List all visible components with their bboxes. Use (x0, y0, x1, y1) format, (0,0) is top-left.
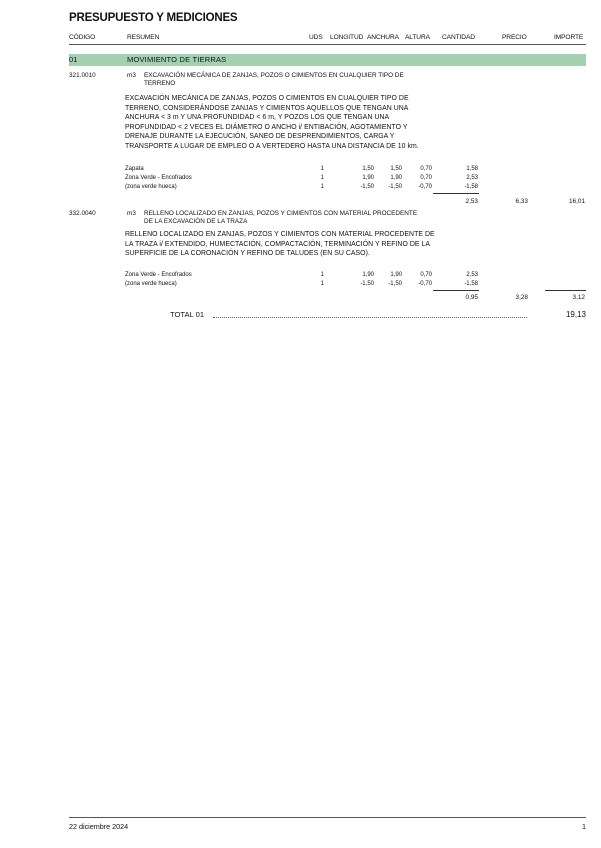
document-title: PRESUPUESTO Y MEDICIONES (69, 12, 238, 24)
measurement-anchura: 1,50 (390, 166, 402, 172)
measurement-uds: 1 (320, 281, 324, 287)
measurement-anchura: -1,50 (388, 281, 402, 287)
item-unit: m3 (127, 210, 136, 217)
item-code: 332.0040 (69, 210, 96, 217)
col-importe: IMPORTE (554, 34, 584, 41)
measurement-label: (zona verde hueca) (125, 281, 177, 287)
measurement-anchura: 1,90 (390, 175, 402, 181)
measurement-altura: 0,70 (420, 166, 432, 172)
measurement-altura: 0,70 (420, 272, 432, 278)
subtotal-rule (433, 193, 479, 194)
chapter-code: 01 (69, 55, 78, 64)
measurement-longitud: 1,50 (362, 166, 374, 172)
col-cantidad: CANTIDAD (442, 34, 475, 41)
measurement-cantidad: 2,53 (466, 272, 478, 278)
chapter-name: MOVIMIENTO DE TIERRAS (127, 55, 227, 64)
header-divider (69, 44, 586, 45)
measurement-cantidad: 1,58 (466, 166, 478, 172)
footer-divider (69, 817, 586, 818)
measurement-longitud: 1,90 (362, 175, 374, 181)
measurement-altura: 0,70 (420, 175, 432, 181)
measurement-label: Zona Verde - Encofrados (125, 175, 192, 181)
measurement-uds: 1 (320, 184, 324, 190)
col-altura: ALTURA (405, 34, 430, 41)
item-amount: 3,12 (572, 294, 585, 301)
measurement-longitud: 1,90 (362, 272, 374, 278)
measurement-cantidad: 2,53 (466, 175, 478, 181)
item-code: 321.0010 (69, 72, 96, 79)
measurement-altura: -0,70 (418, 184, 432, 190)
measurement-label: Zona Verde - Encofrados (125, 272, 192, 278)
col-uds: UDS (309, 34, 323, 41)
item-quantity-total: 2,53 (465, 198, 478, 205)
chapter-total-label: TOTAL 01 (170, 310, 205, 319)
col-code: CÓDIGO (69, 34, 96, 41)
item-summary: EXCAVACIÓN MECÁNICA DE ZANJAS, POZOS O CIMIENTOS EN CUALQUIER TIPO DE TERRENO (144, 72, 404, 88)
page-number: 1 (582, 822, 586, 831)
measurement-row (0, 184, 601, 193)
measurement-anchura: -1,50 (388, 184, 402, 190)
item-description: EXCAVACIÓN MECÁNICA DE ZANJAS, POZOS O CIMIENTOS EN CUALQUIER TIPO DE TERRENO, CONSIDERÁNDOSE ZANJAS Y CIMIENTOS AQUELLOS QUE TENGAN UNA ANCHURA < 3 m Y UNA PROFUNDIDAD < 6 m, Y POZOS LOS QUE TENGAN UNA PROFUNDIDAD < 2 VECES EL DIÁMETRO O ANCHO i/ ENTIBACIÓN, AGOTAMIENTO Y DRENAJE DURANTE LA EJECUCIÓN, SANEO DE DESPRENDIMIENTOS, CARGA Y TRANSPORTE A LUGAR DE EMPLEO O A VERTEDERO HASTA UNA DISTANCIA DE 10 km. (125, 95, 419, 150)
measurement-row (0, 166, 601, 175)
measurement-uds: 1 (320, 166, 324, 172)
col-summary: RESUMEN (127, 34, 160, 41)
measurement-row (0, 281, 601, 290)
item-unit: m3 (127, 72, 136, 79)
measurement-row (0, 272, 601, 281)
measurement-uds: 1 (320, 175, 324, 181)
measurement-uds: 1 (320, 272, 324, 278)
col-precio: PRECIO (502, 34, 527, 41)
leader-dots (213, 317, 527, 318)
col-anchura: ANCHURA (367, 34, 399, 41)
item-quantity-total: 0,95 (465, 294, 478, 301)
item-summary: RELLENO LOCALIZADO EN ZANJAS, POZOS Y CIMIENTOS CON MATERIAL PROCEDENTE DE LA EXCAVACIÓN DE LA TRAZA (144, 210, 418, 226)
measurement-cantidad: -1,58 (464, 281, 478, 287)
measurement-label: (zona verde hueca) (125, 184, 177, 190)
item-price: 3,28 (515, 294, 528, 301)
measurement-altura: -0,70 (418, 281, 432, 287)
item-description: RELLENO LOCALIZADO EN ZANJAS, POZOS Y CIMIENTOS CON MATERIAL PROCEDENTE DE LA TRAZA i/ EXTENDIDO, HUMECTACIÓN, COMPACTACIÓN, TERMINACIÓN Y REFINO DE LA SUPERFICIE DE LA CORONACIÓN Y REFINO DE TALUDES (EN SU CASO). (125, 231, 435, 258)
col-longitud: LONGITUD (330, 34, 364, 41)
measurement-label: Zapata (125, 166, 144, 172)
chapter-total-value: 19,13 (565, 310, 586, 319)
measurement-longitud: -1,50 (360, 281, 374, 287)
measurement-longitud: -1,50 (360, 184, 374, 190)
measurement-anchura: 1,90 (390, 272, 402, 278)
measurement-cantidad: -1,58 (464, 184, 478, 190)
item-price: 6,33 (515, 198, 528, 205)
measurement-row (0, 175, 601, 184)
item-amount: 16,01 (569, 198, 585, 205)
subtotal-rule (433, 290, 479, 291)
amount-rule (545, 290, 586, 291)
footer-date: 22 diciembre 2024 (69, 822, 129, 831)
